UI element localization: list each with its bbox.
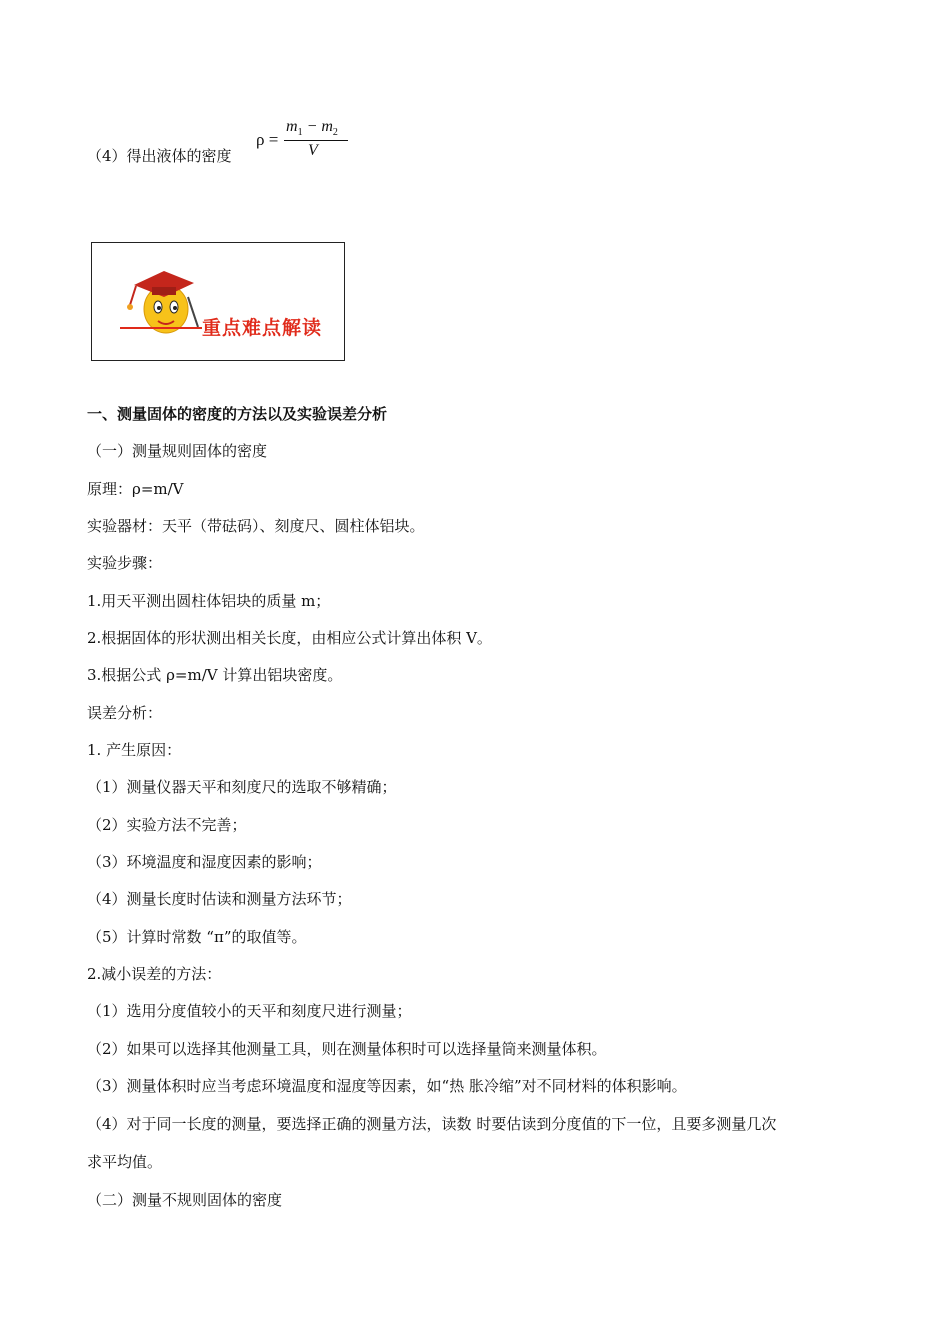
error-title: 误差分析： <box>87 704 163 722</box>
cause-item: （3）环境温度和湿度因素的影响； <box>87 853 322 871</box>
reduce-title: 2.减小误差的方法： <box>87 965 222 983</box>
formula-numerator: $m_1 - m_2$ <box>286 118 338 139</box>
step-item: 3.根据公式 ρ=m/V 计算出铝块密度。 <box>87 666 343 684</box>
subsection-regular: （一）测量规则固体的密度 <box>87 442 268 460</box>
steps-title: 实验步骤： <box>87 554 163 572</box>
density-formula <box>256 118 356 164</box>
step-item: 2.根据固体的形状测出相关长度，由相应公式计算出体积 V。 <box>87 629 492 647</box>
cause-item: （1）测量仪器天平和刻度尺的选取不够精确； <box>87 778 397 796</box>
cause-item: （2）实验方法不完善； <box>87 816 247 834</box>
fraction-bar <box>284 140 348 141</box>
cause-item: （4）测量长度时估读和测量方法环节； <box>87 890 352 908</box>
reduce-item: 求平均值。 <box>87 1153 163 1171</box>
key-points-banner <box>91 242 345 361</box>
equipment: 实验器材：天平（带砝码）、刻度尺、圆柱体铝块。 <box>87 517 425 535</box>
formula-lhs: ρ = <box>256 130 279 149</box>
step-item: 1.用天平测出圆柱体铝块的质量 m； <box>87 592 331 610</box>
mascot-icon <box>114 257 214 347</box>
reduce-item: （4）对于同一长度的测量，要选择正确的测量方法，读数 时要估读到分度值的下一位，且要多测量几次 <box>87 1115 777 1133</box>
section-title: 一、测量固体的密度的方法以及实验误差分析 <box>87 405 388 423</box>
reduce-item: （3）测量体积时应当考虑环境温度和湿度等因素，如“热 胀冷缩”对不同材料的体积影响。 <box>87 1077 687 1095</box>
formula-denominator: V <box>308 142 318 159</box>
reduce-item: （1）选用分度值较小的天平和刻度尺进行测量； <box>87 1002 412 1020</box>
cause-item: （5）计算时常数 “π”的取值等。 <box>87 928 307 946</box>
principle: 原理：ρ=m/V <box>87 480 184 498</box>
step4-label: （4）得出液体的密度 <box>87 147 232 165</box>
banner-title: 重点难点解读 <box>202 317 323 339</box>
cause-title: 1. 产生原因： <box>87 741 182 759</box>
banner-rule <box>120 327 202 329</box>
reduce-item: （2）如果可以选择其他测量工具，则在测量体积时可以选择量筒来测量体积。 <box>87 1040 607 1058</box>
subsection-irregular: （二）测量不规则固体的密度 <box>87 1191 283 1209</box>
